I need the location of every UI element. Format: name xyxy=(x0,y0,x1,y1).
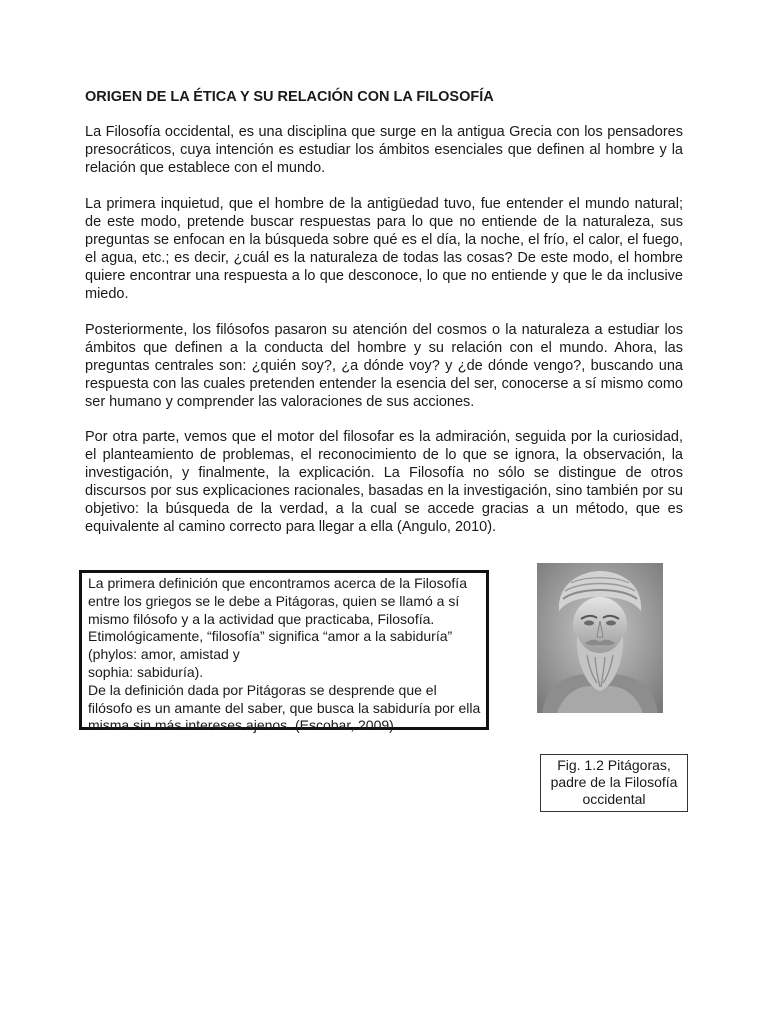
paragraph-intro: La Filosofía occidental, es una disciplina que surge en la antigua Grecia con los pensadores presocráticos, cuya intención es estudiar los ámbitos esenciales que definen al hombre y la relación que establece con el mundo. xyxy=(85,124,683,176)
figure-caption: Fig. 1.2 Pitágoras, padre de la Filosofía occidental xyxy=(540,754,688,812)
paragraph-motor-of-philosophy: Por otra parte, vemos que el motor del filosofar es la admiración, seguida por la curiosidad, el planteamiento de problemas, el reconocimiento de lo que se ignora, la observación, la investigación, y finalmente, la explicación. La Filosofía no sólo se distingue de otros discursos por sus explicaciones racionales, basadas en la investigación, sino también por su objetivo: la búsqueda de la verdad, a la cual se accede gracias a un método, que es equivalente al camino correcto para llegar a ella (Angulo, 2010). xyxy=(85,429,683,535)
document-title: ORIGEN DE LA ÉTICA Y SU RELACIÓN CON LA FILOSOFÍA xyxy=(85,89,494,105)
paragraph-first-concern: La primera inquietud, que el hombre de la antigüedad tuvo, fue entender el mundo natural; de este modo, pretende buscar respuestas para lo que no entiende de la naturaleza, sus preguntas se enfocan en la búsqueda sobre qué es el día, la noche, el frío, el calor, el fuego, el agua, etc.; es decir, ¿cuál es la naturaleza de todas las cosas? De este modo, el hombre quiere encontrar una respuesta a lo que desconoce, lo que no entiende y que le da inclusive miedo. xyxy=(85,196,683,302)
callout-text-line: sophia: sabiduría). xyxy=(88,663,204,680)
bust-illustration xyxy=(537,563,663,713)
definition-callout-box xyxy=(79,570,489,734)
callout-text-line: De la definición dada por Pitágoras se desprende que el filósofo es un amante del saber, que busca la sabiduría por ella misma sin más intereses ajenos. (Escobar, 2009). xyxy=(88,681,481,734)
paragraph-later-philosophers: Posteriormente, los filósofos pasaron su atención del cosmos o la naturaleza a estudiar los ámbitos que definen a la conducta del hombre y su relación con el mundo. Ahora, las preguntas centrales son: ¿quién soy?, ¿a dónde voy? y ¿de dónde vengo?, buscando una respuesta con las cuales pretenden entender la esencia del ser, conocerse a sí mismo como ser humano y comprender las valoraciones de sus acciones. xyxy=(85,322,683,410)
pythagoras-bust-image xyxy=(537,563,663,713)
callout-text-line: La primera definición que encontramos acerca de la Filosofía entre los griegos se le debe a Pitágoras, quien se llamó a sí mismo filósofo y a la actividad que practicaba, Filosofía. Etimológicamente, “filosofía” significa “amor a la sabiduría” (phylos: amor, amistad y xyxy=(88,575,467,663)
